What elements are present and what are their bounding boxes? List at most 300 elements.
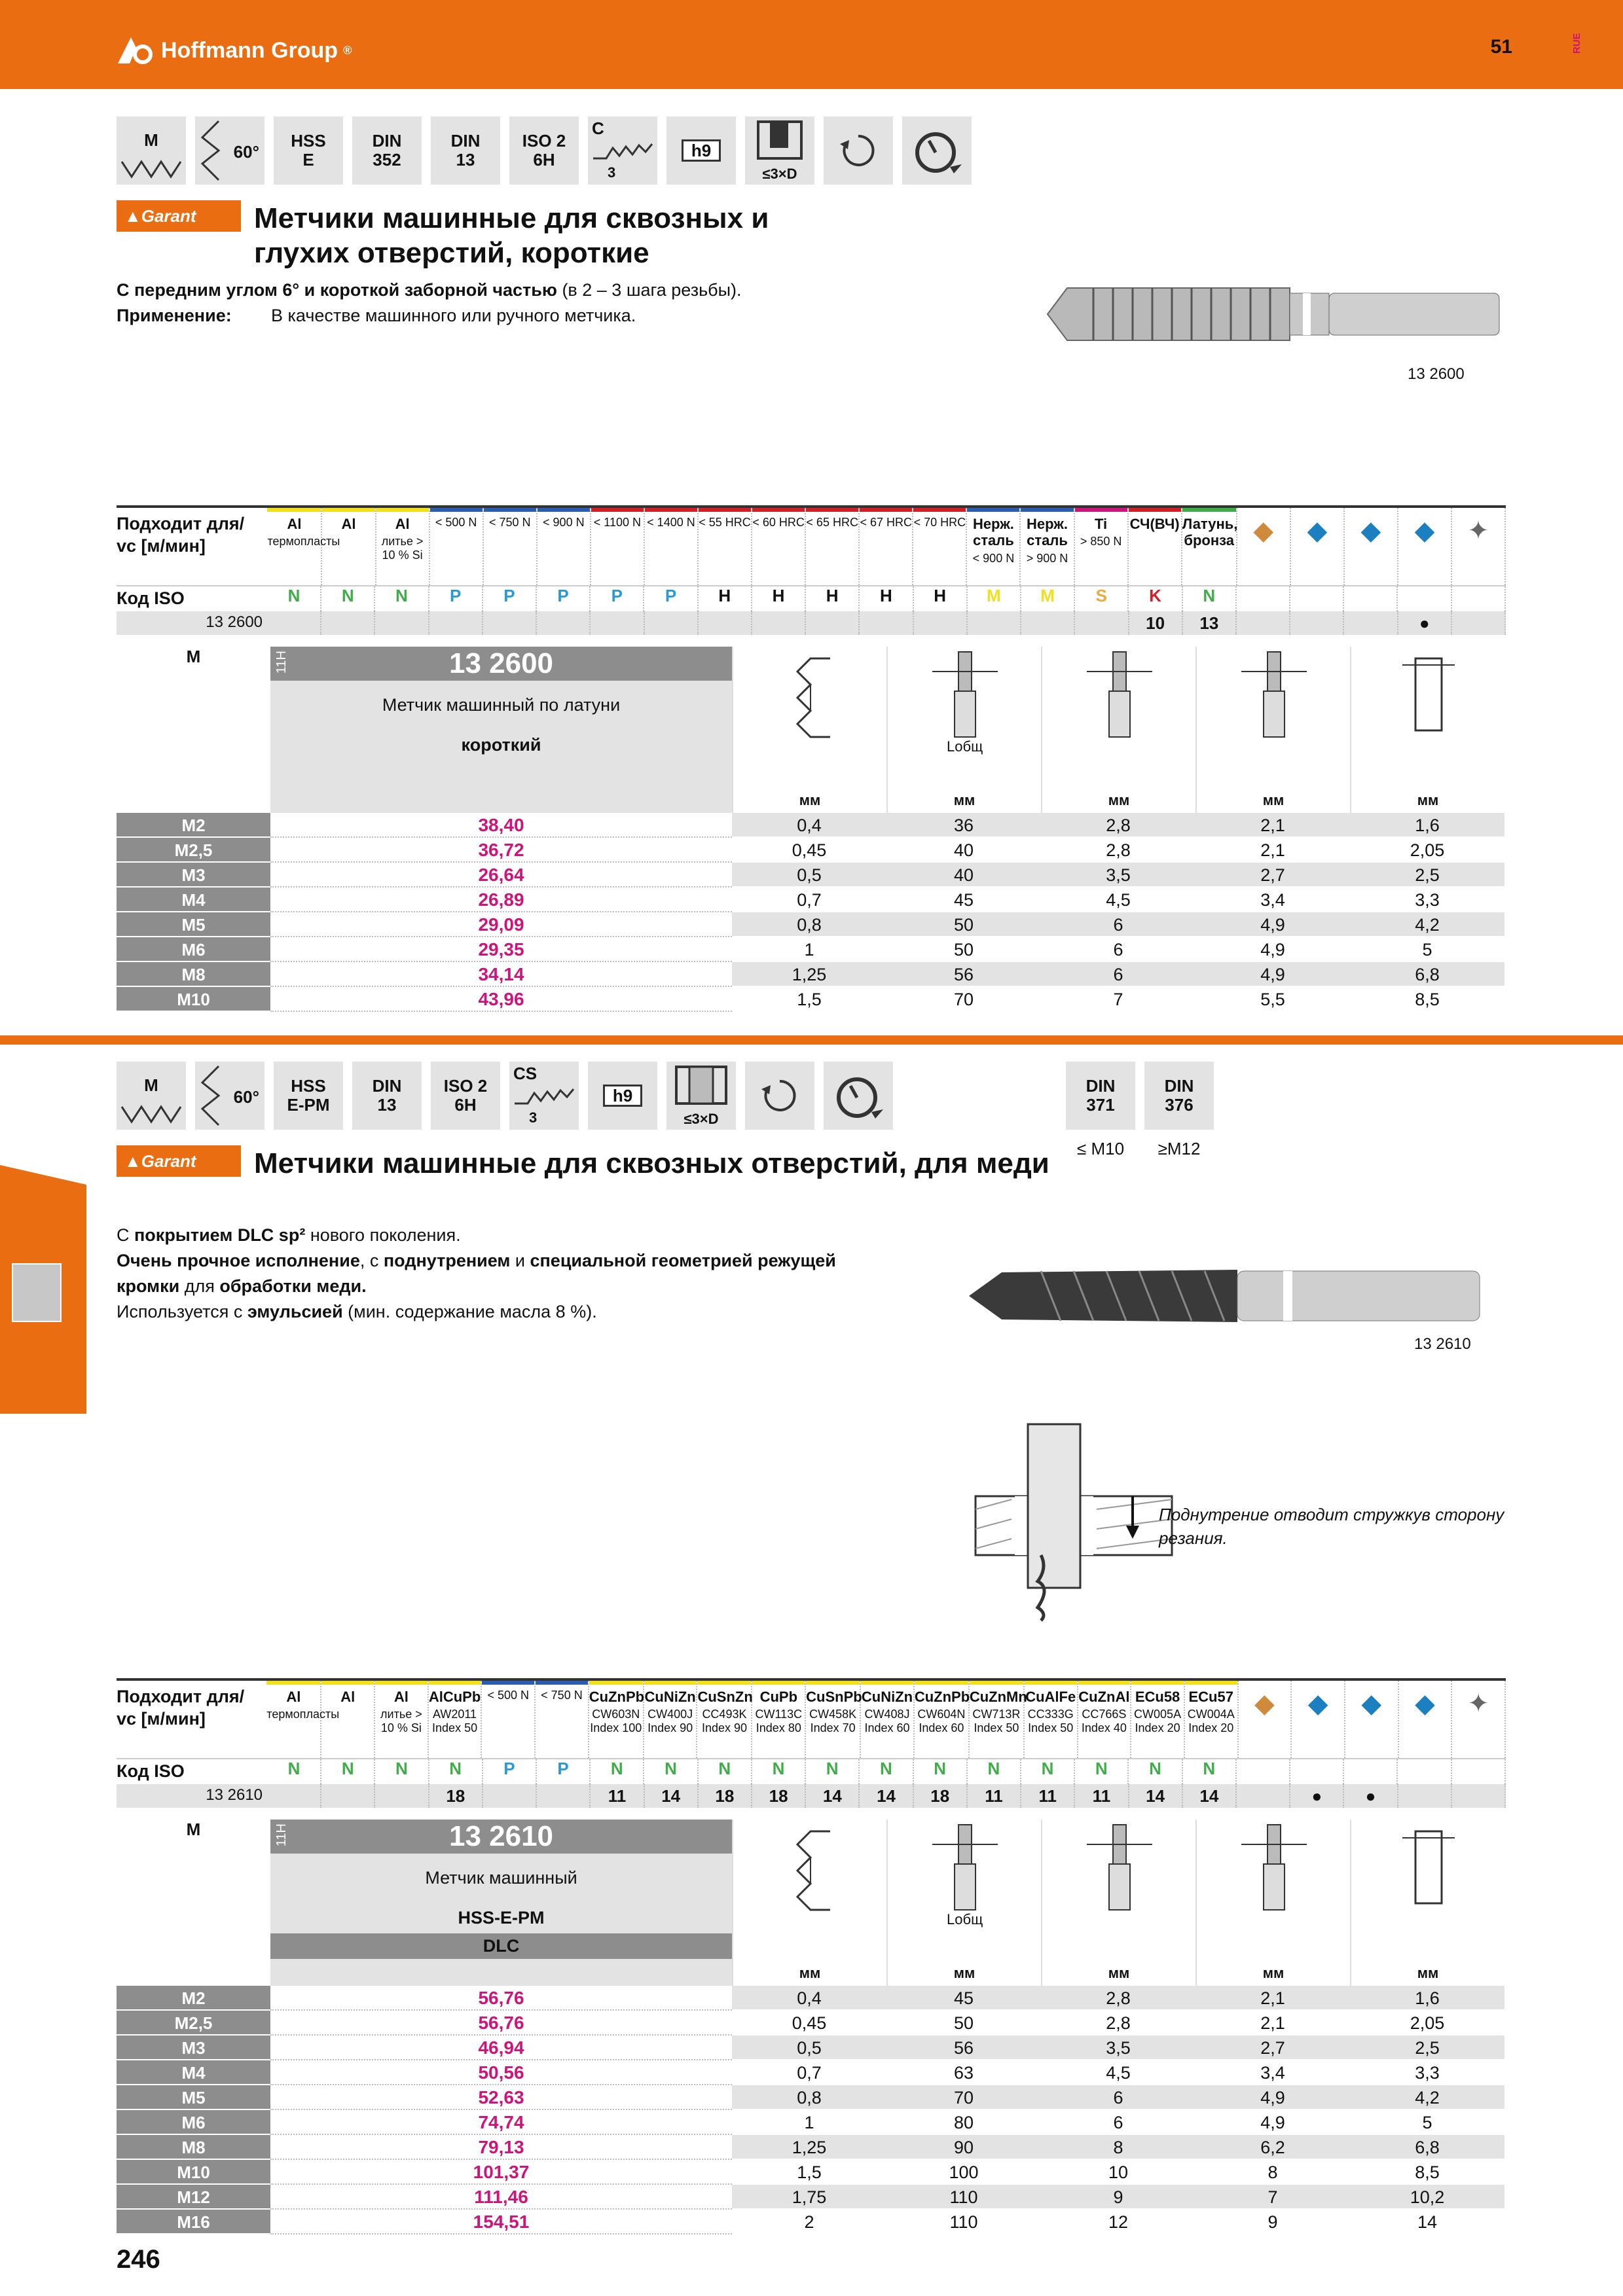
row-price: 74,74 — [270, 2110, 732, 2135]
suit-iso-code: N — [752, 1759, 806, 1784]
suit-color-bar — [1078, 1681, 1131, 1685]
suit-iso-code — [1344, 586, 1398, 611]
suit-col-header — [1292, 1681, 1345, 1758]
suit-color-bar — [1399, 1681, 1451, 1685]
suit-col-header — [752, 508, 806, 585]
coolant-icon: ◆ — [1307, 516, 1328, 545]
coolant-icon: ◆ — [1415, 1689, 1435, 1718]
suit-col-header — [536, 1681, 589, 1758]
row-dimension: 8,5 — [1350, 2160, 1504, 2185]
dim-col-header — [732, 647, 886, 813]
shank-diameter-icon — [1080, 652, 1159, 750]
suit-iso-code: P — [537, 1759, 591, 1784]
row-size: M2 — [117, 813, 270, 838]
suit-iso-code — [1452, 586, 1506, 611]
row-dimension: 1 — [732, 2110, 886, 2135]
din-376-note: ≥M12 — [1158, 1139, 1201, 1158]
product-desc: Метчик машинный — [425, 1868, 577, 1888]
row-dimension: 0,45 — [732, 838, 886, 863]
table-head — [117, 647, 1506, 813]
row-dimension: 110 — [886, 2210, 1041, 2234]
row-dimension: 4,9 — [1195, 912, 1350, 937]
suit-col-sub: CW713R Index 50 — [972, 1708, 1021, 1734]
row-dimension: 50 — [886, 937, 1041, 962]
suit-value: 10 — [1129, 611, 1183, 635]
suit-col-sub: < 67 HRC — [860, 516, 913, 529]
suit-color-bar — [1292, 1681, 1344, 1685]
suit-col-sub: CW458K Index 70 — [809, 1708, 857, 1734]
suit-col-sub: < 900 N — [972, 551, 1015, 565]
row-dimension: 0,5 — [732, 863, 886, 888]
size-col-header — [117, 647, 270, 813]
product-table-13-2600 — [117, 647, 1506, 1012]
suit-col-sub: CW005A Index 20 — [1134, 1708, 1182, 1734]
row-dimension: 63 — [886, 2060, 1041, 2085]
coolant-icon: ◆ — [1361, 1689, 1382, 1718]
suit-col-sub: CC493K Index 90 — [701, 1708, 747, 1734]
product-desc: Метчик машинный по латуни — [382, 695, 621, 715]
suit-color-bar — [970, 1681, 1023, 1685]
suit-col-title: Нерж. сталь — [972, 516, 1014, 549]
row-dimension: 14 — [1350, 2210, 1504, 2234]
suit-iso-code: M — [968, 586, 1021, 611]
row-dimension: 6,2 — [1195, 2135, 1350, 2160]
suit-value — [860, 611, 913, 635]
suit-col-title: Латунь, бронза — [1182, 516, 1238, 549]
row-dimension: 2,5 — [1350, 2036, 1504, 2060]
angle-60-icon: 60° — [195, 1062, 264, 1130]
suit-value — [321, 1784, 375, 1808]
suit-col-header — [1025, 1681, 1078, 1758]
row-dimension: 4,9 — [1195, 962, 1350, 987]
suit-color-bar — [806, 508, 858, 512]
suit-iso-code: N — [591, 1759, 644, 1784]
row-dimension: 4,9 — [1195, 2085, 1350, 2110]
suit-col-sub: < 1400 N — [647, 516, 695, 529]
row-dimension: 7 — [1195, 2185, 1350, 2210]
brand-logo — [117, 34, 352, 67]
suit-col-header — [322, 508, 376, 585]
row-price: 50,56 — [270, 2060, 732, 2085]
row-dimension: 9 — [1195, 2210, 1350, 2234]
row-size: M5 — [117, 912, 270, 937]
row-price: 46,94 — [270, 2036, 732, 2060]
suit-iso-code — [1237, 586, 1290, 611]
square-size-icon — [1235, 1825, 1313, 1923]
suit-color-bar — [1398, 508, 1451, 512]
row-dimension: 5,5 — [1195, 987, 1350, 1012]
depth-3xd-icon: ≤3×D — [745, 117, 814, 185]
table-row — [117, 813, 1506, 838]
suit-value — [537, 611, 591, 635]
dim-col-header — [732, 1820, 886, 1986]
suit-value-row — [117, 1784, 1506, 1808]
row-dimension: 1,6 — [1350, 813, 1504, 838]
suit-value: 11 — [1075, 1784, 1129, 1808]
suit-value — [375, 611, 429, 635]
suit-color-bar — [321, 1681, 374, 1685]
row-dimension: 0,8 — [732, 2085, 886, 2110]
row-size: M5 — [117, 2085, 270, 2110]
suit-col-header — [806, 508, 860, 585]
row-size: M8 — [117, 962, 270, 987]
suit-col-sub: литье > 10 % Si — [380, 1708, 422, 1734]
tolerance-label: 11H — [274, 651, 289, 674]
suit-col-title: Al — [395, 516, 410, 532]
din-376-block — [1144, 1062, 1214, 1159]
row-price: 52,63 — [270, 2085, 732, 2110]
din-371-block — [1066, 1062, 1135, 1159]
row-size: M12 — [117, 2185, 270, 2210]
overall-length-icon — [926, 652, 1004, 750]
product-code — [270, 1820, 732, 1854]
suit-col-header — [430, 508, 484, 585]
product-desc: DLC — [270, 1933, 732, 1959]
row-dimension: 2,1 — [1195, 838, 1350, 863]
product-code — [270, 647, 732, 681]
suit-value: 14 — [1129, 1784, 1183, 1808]
hoffmann-logo-icon — [117, 36, 156, 65]
suit-col-title: CuNiZn — [644, 1689, 696, 1705]
suit-value — [1237, 611, 1290, 635]
suit-color-bar — [538, 508, 590, 512]
suit-value — [1452, 1784, 1506, 1808]
suit-iso-row — [117, 585, 1506, 611]
suit-col-title: CuZnPb — [589, 1689, 645, 1705]
suit-col-sub: CW004A Index 20 — [1187, 1708, 1235, 1734]
suit-col-header — [1345, 508, 1398, 585]
suit-color-bar — [645, 508, 697, 512]
suit-iso-code: N — [268, 586, 321, 611]
suit-col-header — [591, 508, 645, 585]
suit-value-row — [117, 611, 1506, 635]
row-dimension: 0,7 — [732, 888, 886, 912]
table-row — [117, 2110, 1506, 2135]
suit-value — [375, 1784, 429, 1808]
dim-col-header — [886, 647, 1041, 813]
suit-color-bar — [267, 508, 321, 512]
unit-label: мм — [1417, 1965, 1439, 1981]
suit-value — [806, 611, 860, 635]
row-size: M8 — [117, 2135, 270, 2160]
coolant-icon: ◆ — [1360, 516, 1381, 545]
row-dimension: 0,5 — [732, 2036, 886, 2060]
suit-col-sub: CW400J Index 90 — [647, 1708, 693, 1734]
suit-col-title: ECu58 — [1135, 1689, 1180, 1705]
suit-col-sub: CW113C Index 80 — [755, 1708, 803, 1734]
suit-value: 14 — [645, 1784, 699, 1808]
dim-col-header — [1041, 1820, 1195, 1986]
row-dimension: 45 — [886, 888, 1041, 912]
row-dimension: 40 — [886, 863, 1041, 888]
suit-color-bar — [266, 1681, 320, 1685]
square-size-icon — [1235, 652, 1313, 750]
row-dimension: 6 — [1041, 912, 1195, 937]
suit-col-header — [538, 508, 591, 585]
suit-col-sub: < 500 N — [435, 516, 477, 529]
row-dimension: 1,5 — [732, 987, 886, 1012]
overall-length-icon — [926, 1825, 1004, 1923]
suit-color-bar — [913, 508, 966, 512]
undercut-caption: Поднутрение отводит стружкув сторону резания. — [1159, 1505, 1504, 1549]
angle-60-icon: 60° — [195, 117, 264, 185]
suit-col-title: Al — [393, 1689, 409, 1705]
unit-label: мм — [953, 792, 976, 808]
suit-color-bar — [1452, 508, 1504, 512]
suit-iso-code: N — [914, 1759, 968, 1784]
coolant-icon: ✦ — [1467, 1689, 1489, 1718]
section1-title: Метчики машинные для сквозных и глухих отверстий, короткие — [254, 202, 769, 269]
row-dimension: 4,5 — [1041, 2060, 1195, 2085]
suit-col-header — [1185, 1681, 1239, 1758]
suit-col-title: Al — [286, 1689, 301, 1705]
suit-value — [268, 1784, 321, 1808]
row-price: 101,37 — [270, 2160, 732, 2185]
suit-color-bar — [591, 508, 644, 512]
drill-diameter-icon — [1389, 1825, 1468, 1923]
suit-color-bar — [536, 1681, 588, 1685]
row-dimension: 90 — [886, 2135, 1041, 2160]
suit-iso-code: H — [806, 586, 860, 611]
tolerance-label: 11H — [274, 1823, 289, 1847]
suit-color-bar — [644, 1681, 697, 1685]
row-dimension: 6 — [1041, 937, 1195, 962]
row-dimension: 0,4 — [732, 1986, 886, 2011]
din-352-icon: DIN 352 — [352, 117, 422, 185]
suit-color-bar — [752, 1681, 805, 1685]
row-price: 36,72 — [270, 838, 732, 863]
row-dimension: 2,1 — [1195, 813, 1350, 838]
suit-value: 11 — [968, 1784, 1021, 1808]
suit-iso-code — [1452, 1759, 1506, 1784]
iso2-6h-icon: ISO 2 6H — [431, 1062, 500, 1130]
row-dimension: 1,25 — [732, 962, 886, 987]
table-row — [117, 1986, 1506, 2011]
suit-value — [1452, 611, 1506, 635]
row-dimension: 12 — [1041, 2210, 1195, 2234]
suit-color-bar — [752, 508, 805, 512]
row-dimension: 1,5 — [732, 2160, 886, 2185]
row-price: 34,14 — [270, 962, 732, 987]
table-row — [117, 2185, 1506, 2210]
din-icons-2 — [1066, 1062, 1214, 1159]
material-hsse-icon: HSS E — [274, 117, 343, 185]
suit-iso-code: H — [860, 586, 913, 611]
thread-pitch-icon — [771, 1825, 850, 1923]
suit-col-title: CuZnAl — [1078, 1689, 1130, 1705]
dim-col-header — [1350, 1820, 1504, 1986]
row-price: 154,51 — [270, 2210, 732, 2234]
suit-iso-code: N — [644, 1759, 698, 1784]
suit-value: ● — [1344, 1784, 1398, 1808]
suit-iso-code: H — [914, 586, 968, 611]
page-number: 51 — [1490, 36, 1512, 58]
suit-label-2: vc [м/мин] — [117, 535, 206, 556]
row-price: 79,13 — [270, 2135, 732, 2160]
row-dimension: 10 — [1041, 2160, 1195, 2185]
row-dimension: 3,5 — [1041, 863, 1195, 888]
suit-color-bar — [1021, 508, 1073, 512]
depth-3xd-icon: ≤3×D — [666, 1062, 736, 1130]
suit-col-sub: < 60 HRC — [752, 516, 805, 529]
suit-value: 14 — [1183, 1784, 1237, 1808]
table-row — [117, 937, 1506, 962]
suit-col-title: Al — [341, 516, 356, 532]
suit-col-header — [375, 1681, 429, 1758]
suit-col-header — [1129, 508, 1182, 585]
suit-col-title: CuAlFe — [1025, 1689, 1076, 1705]
row-dimension: 2 — [732, 2210, 886, 2234]
table-row — [117, 2036, 1506, 2060]
suit-color-bar — [806, 1681, 860, 1685]
suit-value — [1290, 611, 1344, 635]
suit-value: 14 — [806, 1784, 860, 1808]
row-size: M6 — [117, 2110, 270, 2135]
suit-color-bar — [484, 508, 536, 512]
suit-col-header — [1078, 1681, 1132, 1758]
suit-col-header — [1345, 1681, 1399, 1758]
drill-diameter-icon — [1389, 652, 1468, 750]
suit-col-header — [697, 1681, 752, 1758]
table-row — [117, 962, 1506, 987]
row-dimension: 5 — [1350, 937, 1504, 962]
row-size: M2,5 — [117, 2011, 270, 2036]
suit-color-bar — [1345, 1681, 1398, 1685]
suit-col-title: CuSnZn — [697, 1689, 753, 1705]
suit-col-sub: < 750 N — [541, 1689, 583, 1702]
suit-col-sub: CC766S Index 40 — [1081, 1708, 1127, 1734]
row-dimension: 2,8 — [1041, 813, 1195, 838]
suit-col-sub: < 55 HRC — [699, 516, 751, 529]
unit-label: мм — [799, 1965, 821, 1981]
table-row — [117, 912, 1506, 937]
suit-row-code: 13 2600 — [206, 613, 263, 631]
suit-iso-code — [1237, 1759, 1290, 1784]
row-dimension: 0,7 — [732, 2060, 886, 2085]
suit-value — [1021, 611, 1075, 635]
row-dimension: 8 — [1041, 2135, 1195, 2160]
row-dimension: 1,25 — [732, 2135, 886, 2160]
suit-value — [483, 1784, 537, 1808]
suit-col-header — [589, 1681, 644, 1758]
suit-col-title: AlCuPb — [428, 1689, 481, 1705]
suit-col-header — [1452, 508, 1506, 585]
suit-value: 13 — [1183, 611, 1237, 635]
row-size: M10 — [117, 987, 270, 1012]
din-371-icon: DIN 371 — [1066, 1062, 1135, 1130]
row-dimension: 8 — [1195, 2160, 1350, 2185]
row-price: 26,64 — [270, 863, 732, 888]
suit-col-header — [1182, 508, 1237, 585]
row-price: 43,96 — [270, 987, 732, 1012]
suit-value — [1398, 1784, 1452, 1808]
size-col-label: M — [186, 1820, 201, 1839]
garant-badge: ▲ Garant — [117, 200, 241, 232]
coolant-icon: ◆ — [1414, 516, 1435, 545]
coolant-icon: ◆ — [1254, 1689, 1275, 1718]
row-dimension: 4,9 — [1195, 937, 1350, 962]
suit-iso-code: N — [1183, 1759, 1237, 1784]
suit-iso-code: S — [1075, 586, 1129, 611]
h9-tolerance-icon: h9 — [588, 1062, 657, 1130]
suit-col-header — [267, 508, 340, 585]
image-code-2: 13 2610 — [1414, 1335, 1471, 1353]
product-code-text: 13 2600 — [448, 647, 554, 679]
section2-description: С покрытием DLC sp² нового поколения. Очень прочное исполнение, с поднутрением и специальной геометрией режущей кромки для обработки меди. Используется с эмульсией (мин. содержание масла 8 %). — [117, 1225, 836, 1322]
suit-col-title: CuPb — [759, 1689, 798, 1705]
suit-color-bar — [1239, 1681, 1291, 1685]
garant-badge: ▲ Garant — [117, 1145, 241, 1177]
row-dimension: 1,6 — [1350, 1986, 1504, 2011]
product-col-header — [270, 647, 732, 813]
suit-iso-code — [1290, 586, 1344, 611]
suit-col-header — [484, 508, 538, 585]
suit-iso-code: N — [1183, 586, 1237, 611]
row-dimension: 6 — [1041, 962, 1195, 987]
suit-col-header — [429, 1681, 483, 1758]
table-row — [117, 2011, 1506, 2036]
suit-value — [699, 611, 752, 635]
coolant-icon: ◆ — [1307, 1689, 1328, 1718]
suit-col-title: Нерж. сталь — [1027, 516, 1068, 549]
suit-col-header — [861, 1681, 915, 1758]
rotation-right-icon — [745, 1062, 814, 1130]
suitability-table-1 — [117, 505, 1506, 635]
product-desc: короткий — [461, 735, 541, 755]
row-size: M6 — [117, 937, 270, 962]
suit-row-code: 13 2610 — [206, 1786, 263, 1804]
spec-icons-2 — [117, 1062, 893, 1130]
suit-col-sub: CW604N Index 60 — [917, 1708, 966, 1734]
row-dimension: 2,1 — [1195, 1986, 1350, 2011]
suit-color-bar — [322, 508, 374, 512]
suit-iso-code — [1344, 1759, 1398, 1784]
suit-iso-code: N — [268, 1759, 321, 1784]
suit-col-sub: термопласты — [267, 535, 340, 548]
row-dimension: 2,8 — [1041, 1986, 1195, 2011]
row-dimension: 3,3 — [1350, 888, 1504, 912]
row-dimension: 6 — [1041, 2110, 1195, 2135]
suitability-table-2 — [117, 1678, 1506, 1808]
row-dimension: 56 — [886, 962, 1041, 987]
suit-col-header — [1399, 1681, 1453, 1758]
suit-header-row — [117, 508, 1506, 585]
suit-col-sub: термопласты — [266, 1708, 340, 1721]
suit-color-bar — [429, 1681, 481, 1685]
suit-value: 18 — [699, 1784, 752, 1808]
suit-col-header — [1291, 508, 1345, 585]
row-dimension: 5 — [1350, 2110, 1504, 2135]
suit-iso-code: N — [1021, 1759, 1075, 1784]
overall-length-label: Lобщ — [947, 1911, 983, 1928]
row-dimension: 50 — [886, 912, 1041, 937]
size-col-header — [117, 1820, 270, 1986]
suit-iso-code — [1290, 1759, 1344, 1784]
row-dimension: 10,2 — [1350, 2185, 1504, 2210]
row-price: 56,76 — [270, 2011, 732, 2036]
suit-col-sub: < 750 N — [488, 516, 531, 529]
row-dimension: 3,4 — [1195, 888, 1350, 912]
chamfer-c-icon: C 3 — [588, 117, 657, 185]
suit-iso-code: N — [321, 1759, 375, 1784]
row-dimension: 80 — [886, 2110, 1041, 2135]
suit-col-title: Al — [340, 1689, 356, 1705]
suit-color-bar — [1185, 1681, 1237, 1685]
suit-color-bar — [1452, 1681, 1504, 1685]
suit-color-bar — [376, 508, 429, 512]
suit-col-header — [1452, 1681, 1506, 1758]
row-price: 38,40 — [270, 813, 732, 838]
